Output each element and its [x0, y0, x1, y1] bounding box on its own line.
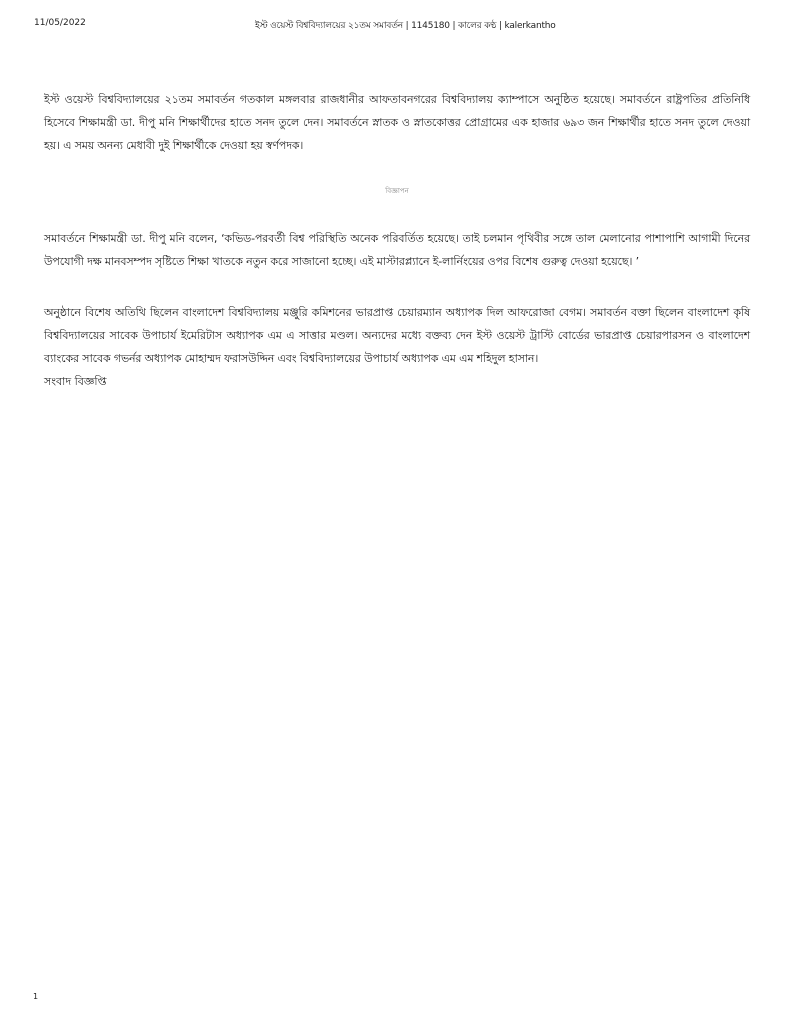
print-date: 11/05/2022 — [34, 18, 86, 28]
article-paragraph-3: অনুষ্ঠানে বিশেষ অতিথি ছিলেন বাংলাদেশ বিশ্ববিদ্যালয় মঞ্জুরি কমিশনের ভারপ্রাপ্ত চেয়ারম্যান অধ্যাপক দিল আফরোজা বেগম। সমাবর্তন বক্তা ছিলেন বাংলাদেশ কৃষি বিশ্ববিদ্যালয়ের সাবেক উপাচার্য ইমেরিটাস অধ্যাপক এম এ সাত্তার মণ্ডল। অন্যদের মধ্যে বক্তব্য দেন ইস্ট ওয়েস্ট ট্রাস্টি বোর্ডের ভারপ্রাপ্ত চেয়ারপারসন ও বাংলাদেশ ব্যাংকের সাবেক গভর্নর অধ্যাপক মোহাম্মদ ফরাসউদ্দিন এবং বিশ্ববিদ্যালয়ের উপাচার্য অধ্যাপক এম এম শহিদুল হাসান। — [44, 306, 750, 365]
print-title: ইস্ট ওয়েস্ট বিশ্ববিদ্যালয়ের ২১তম সমাবর্তন | 1145180 | কালের কণ্ঠ | kalerkantho — [255, 21, 556, 31]
article-body — [44, 88, 750, 393]
article-paragraph-2: সমাবর্তনে শিক্ষামন্ত্রী ডা. দীপু মনি বলেন, ‘কভিড-পরবর্তী বিশ্ব পরিস্থিতি অনেক পরিবর্তিত হয়েছে। তাই চলমান পৃথিবীর সঙ্গে তাল মেলানোর পাশাপাশি আগামী দিনের উপযোগী দক্ষ মানবসম্পদ সৃষ্টিতে শিক্ষা খাতকে নতুন করে সাজানো হচ্ছে। এই মাস্টারপ্ল্যানে ই-লার্নিংয়ের ওপর বিশেষ গুরুত্ব দেওয়া হয়েছে। ’ — [44, 232, 750, 268]
page-number: 1 — [33, 992, 39, 1001]
advertisement-label: বিজ্ঞাপন — [385, 187, 409, 195]
article-paragraph-1: ইস্ট ওয়েস্ট বিশ্ববিদ্যালয়ের ২১তম সমাবর্তন গতকাল মঙ্গলবার রাজধানীর আফতাবনগরের বিশ্ববিদ্যালয় ক্যাম্পাসে অনুষ্ঠিত হয়েছে। সমাবর্তনে রাষ্ট্রপতির প্রতিনিধি হিসেবে শিক্ষামন্ত্রী ডা. দীপু মনি শিক্ষার্থীদের হাতে সনদ তুলে দেন। সমাবর্তনে স্নাতক ও স্নাতকোত্তর প্রোগ্রামের এক হাজার ৬৯৩ জন শিক্ষার্থীর হাতে সনদ তুলে দেওয়া হয়। এ সময় অনন্য মেধাবী দুই শিক্ষার্থীকে দেওয়া হয় স্বর্ণপদক। — [44, 93, 750, 152]
news-source: সংবাদ বিজ্ঞপ্তি — [44, 375, 107, 388]
print-header — [0, 18, 791, 34]
